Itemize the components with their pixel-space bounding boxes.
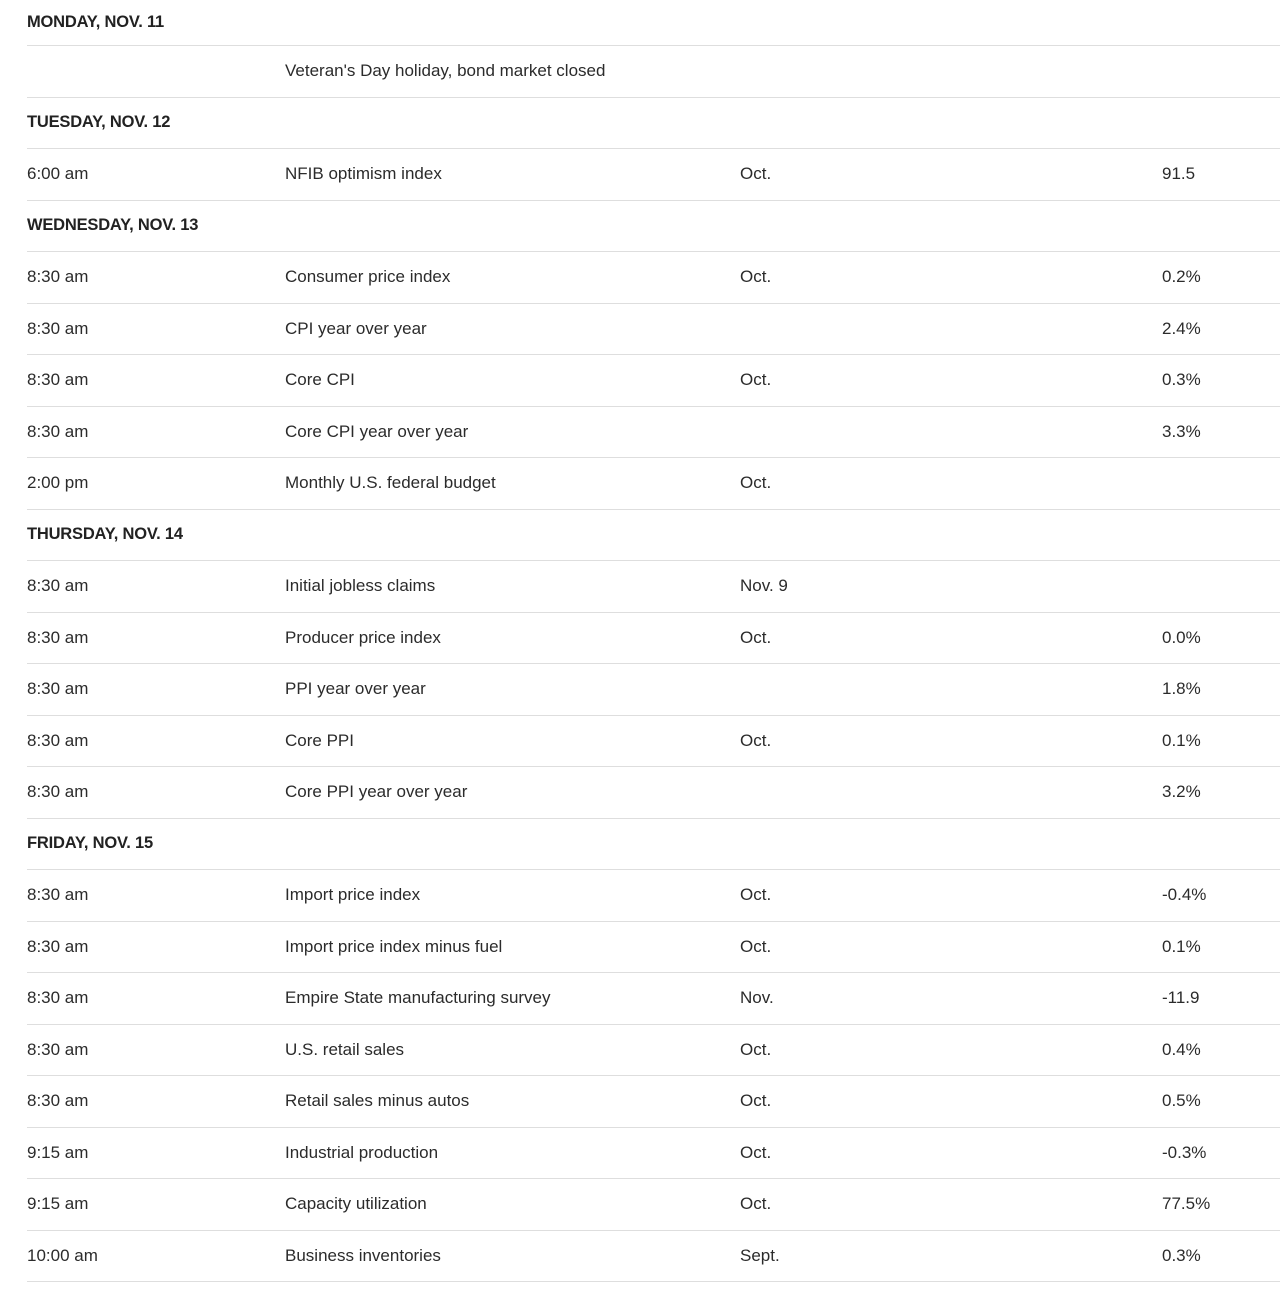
event-period: Nov. bbox=[740, 988, 774, 1008]
event-name: CPI year over year bbox=[285, 318, 427, 338]
event-period: Oct. bbox=[740, 885, 772, 905]
day-header bbox=[27, 201, 1280, 253]
event-row bbox=[27, 1231, 1280, 1283]
event-value: 91.5 bbox=[1162, 164, 1196, 184]
event-time: 6:00 am bbox=[27, 164, 89, 184]
event-time: 8:30 am bbox=[27, 318, 89, 338]
event-name: Import price index bbox=[285, 885, 421, 905]
event-name: PPI year over year bbox=[285, 679, 426, 699]
event-value: 0.0% bbox=[1162, 627, 1201, 647]
event-time: 8:30 am bbox=[27, 1091, 89, 1111]
event-period: Oct. bbox=[740, 627, 772, 647]
event-time: 8:30 am bbox=[27, 885, 89, 905]
event-value: 0.1% bbox=[1162, 730, 1201, 750]
event-period: Oct. bbox=[740, 164, 772, 184]
event-row bbox=[27, 149, 1280, 201]
event-row bbox=[27, 922, 1280, 974]
event-row bbox=[27, 46, 1280, 98]
event-period: Nov. 9 bbox=[740, 576, 788, 596]
event-name: Initial jobless claims bbox=[285, 576, 436, 596]
event-name: NFIB optimism index bbox=[285, 164, 442, 184]
day-header bbox=[27, 510, 1280, 562]
event-time: 10:00 am bbox=[27, 1245, 98, 1265]
event-row bbox=[27, 767, 1280, 819]
day-header bbox=[27, 98, 1280, 150]
event-row bbox=[27, 973, 1280, 1025]
event-row bbox=[27, 407, 1280, 459]
event-period: Sept. bbox=[740, 1245, 780, 1265]
economic-calendar bbox=[27, 0, 1280, 1282]
day-header bbox=[27, 819, 1280, 871]
day-header-label: THURSDAY, NOV. 14 bbox=[27, 525, 183, 544]
event-row bbox=[27, 1025, 1280, 1077]
event-row bbox=[27, 1076, 1280, 1128]
event-row bbox=[27, 613, 1280, 665]
event-name: Core PPI year over year bbox=[285, 782, 468, 802]
event-name: Industrial production bbox=[285, 1142, 439, 1162]
event-time: 9:15 am bbox=[27, 1194, 89, 1214]
event-name: Producer price index bbox=[285, 627, 441, 647]
event-value: 0.4% bbox=[1162, 1039, 1201, 1059]
event-time: 8:30 am bbox=[27, 782, 89, 802]
event-name: Empire State manufacturing survey bbox=[285, 988, 551, 1008]
event-row bbox=[27, 561, 1280, 613]
event-time: 9:15 am bbox=[27, 1142, 89, 1162]
event-value: 0.3% bbox=[1162, 1245, 1201, 1265]
event-time: 8:30 am bbox=[27, 370, 89, 390]
event-period: Oct. bbox=[740, 370, 772, 390]
event-row bbox=[27, 716, 1280, 768]
event-period: Oct. bbox=[740, 1039, 772, 1059]
event-name: Retail sales minus autos bbox=[285, 1091, 470, 1111]
event-name: Business inventories bbox=[285, 1245, 441, 1265]
event-row bbox=[27, 1179, 1280, 1231]
event-period: Oct. bbox=[740, 473, 772, 493]
event-value: 2.4% bbox=[1162, 318, 1201, 338]
event-row bbox=[27, 304, 1280, 356]
event-name: Core CPI bbox=[285, 370, 355, 390]
event-period: Oct. bbox=[740, 1142, 772, 1162]
event-value: 0.5% bbox=[1162, 1091, 1201, 1111]
event-time: 8:30 am bbox=[27, 267, 89, 287]
event-time: 8:30 am bbox=[27, 576, 89, 596]
event-row bbox=[27, 458, 1280, 510]
event-name: U.S. retail sales bbox=[285, 1039, 405, 1059]
event-time: 8:30 am bbox=[27, 936, 89, 956]
event-name: Consumer price index bbox=[285, 267, 451, 287]
event-value: -11.9 bbox=[1162, 988, 1200, 1008]
event-time: 2:00 pm bbox=[27, 473, 89, 493]
event-name: Monthly U.S. federal budget bbox=[285, 473, 496, 493]
event-value: 0.1% bbox=[1162, 936, 1201, 956]
event-value: 0.3% bbox=[1162, 370, 1201, 390]
event-period: Oct. bbox=[740, 1091, 772, 1111]
event-time: 8:30 am bbox=[27, 627, 89, 647]
event-name: Import price index minus fuel bbox=[285, 936, 503, 956]
event-time: 8:30 am bbox=[27, 730, 89, 750]
event-row bbox=[27, 355, 1280, 407]
event-value: 0.2% bbox=[1162, 267, 1201, 287]
event-name: Capacity utilization bbox=[285, 1194, 427, 1214]
event-time: 8:30 am bbox=[27, 988, 89, 1008]
event-time: 8:30 am bbox=[27, 679, 89, 699]
day-header-label: FRIDAY, NOV. 15 bbox=[27, 834, 154, 853]
day-header-label: TUESDAY, NOV. 12 bbox=[27, 113, 171, 132]
event-time: 8:30 am bbox=[27, 421, 89, 441]
event-period: Oct. bbox=[740, 267, 772, 287]
event-name: Veteran's Day holiday, bond market closed bbox=[285, 61, 606, 81]
event-value: -0.3% bbox=[1162, 1142, 1207, 1162]
event-row bbox=[27, 664, 1280, 716]
day-header bbox=[27, 0, 1280, 46]
event-name: Core CPI year over year bbox=[285, 421, 469, 441]
day-header-label: WEDNESDAY, NOV. 13 bbox=[27, 216, 199, 235]
event-row bbox=[27, 1128, 1280, 1180]
event-value: -0.4% bbox=[1162, 885, 1207, 905]
event-row bbox=[27, 870, 1280, 922]
event-period: Oct. bbox=[740, 730, 772, 750]
event-value: 1.8% bbox=[1162, 679, 1201, 699]
day-header-label: MONDAY, NOV. 11 bbox=[27, 13, 165, 31]
event-value: 3.2% bbox=[1162, 782, 1201, 802]
event-value: 77.5% bbox=[1162, 1194, 1211, 1214]
event-name: Core PPI bbox=[285, 730, 354, 750]
event-value: 3.3% bbox=[1162, 421, 1201, 441]
event-row bbox=[27, 252, 1280, 304]
event-period: Oct. bbox=[740, 936, 772, 956]
event-time: 8:30 am bbox=[27, 1039, 89, 1059]
event-period: Oct. bbox=[740, 1194, 772, 1214]
